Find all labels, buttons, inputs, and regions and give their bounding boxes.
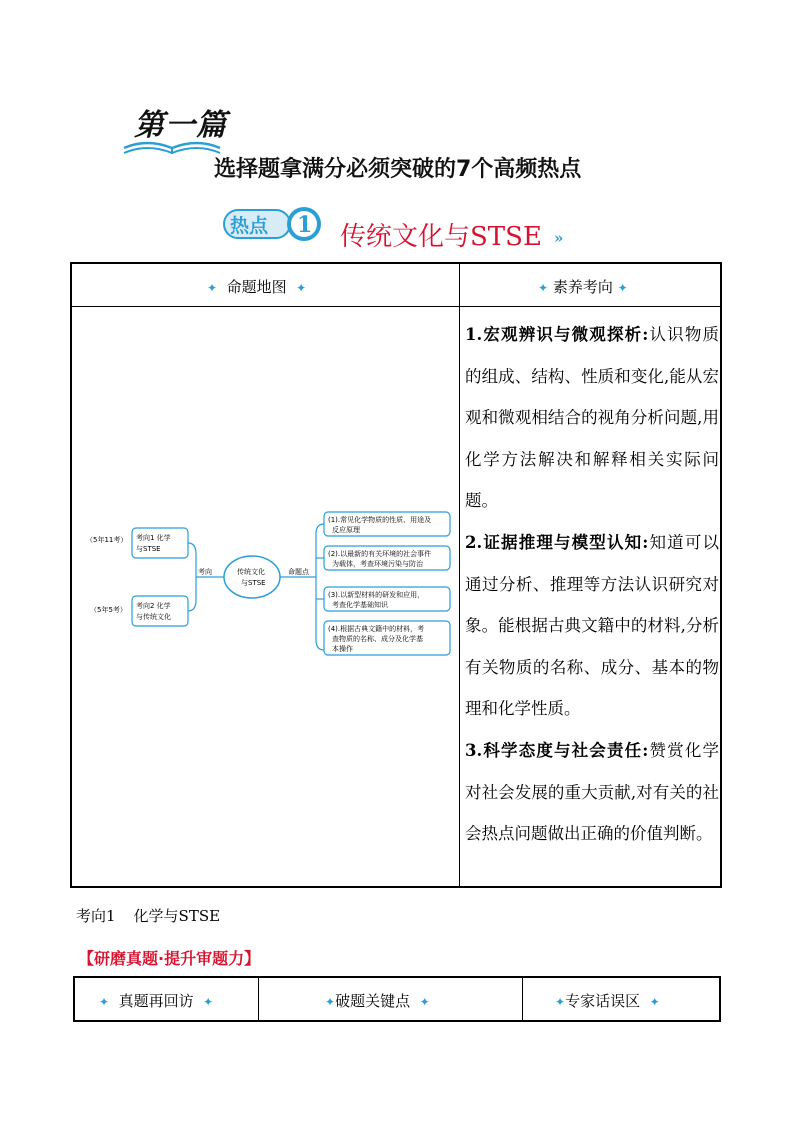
star-icon: ✦ <box>555 995 566 1009</box>
literacy-item-1: 1.宏观辨识与微观探析:认识物质的组成、结构、性质和变化,能从宏观和微观相结合的视角分析问题,用化学方法解决和解释相关实际问题。 <box>465 325 719 511</box>
table-header-literacy-label: 素养考向 <box>552 278 613 296</box>
proposition-node-4-line3: 本操作 <box>332 645 353 653</box>
direction-node-2 <box>132 596 188 626</box>
review-cell-2: ✦破题关键点 ✦ <box>325 992 430 1010</box>
literacy-item-2: 2.证据推理与模型认知:知道可以通过分析、推理等方法认识研究对象。能根据古典文籍中的材料,分析有关物质的名称、成分、基本的物理和化学性质。 <box>465 532 719 719</box>
star-icon: ✦ <box>207 281 218 295</box>
direction-node-1-line1: 考向1 化学 <box>136 534 171 542</box>
mind-map <box>80 504 460 684</box>
direction-node-2-line2: 与传统文化 <box>136 613 171 621</box>
left-label: 考向 <box>198 568 212 576</box>
star-icon: ✦ <box>325 995 336 1009</box>
hotspot-badge-number: 1 <box>297 212 313 238</box>
review-cell-3: ✦专家话误区 ✦ <box>555 992 660 1010</box>
book-decoration-icon <box>122 134 222 156</box>
part-subtitle: 选择题拿满分必须突破的7个高频热点 <box>214 157 582 182</box>
direction-heading: 考向1 化学与STSE <box>76 907 221 925</box>
star-icon: ✦ <box>617 281 628 295</box>
table-header-map <box>207 276 306 297</box>
double-arrow-icon: » <box>554 229 564 247</box>
star-icon: ✦ <box>203 995 214 1009</box>
review-cell-1: ✦ 真题再回访 ✦ <box>99 992 214 1010</box>
proposition-node-4-line1: (4).根据古典文籍中的材料，考 <box>328 625 425 633</box>
hotspot-badge-label: 热点 <box>230 215 269 237</box>
review-table-divider <box>522 978 523 1020</box>
center-node <box>224 556 280 598</box>
literacy-item-3: 3.科学态度与社会责任:赞赏化学对社会发展的重大贡献,对有关的社会热点问题做出正确的价值判断。 <box>465 740 719 844</box>
star-icon: ✦ <box>99 995 110 1009</box>
proposition-node-4-line2: 查物质的名称、成分及化学基 <box>332 635 423 643</box>
review-table <box>73 976 721 1022</box>
proposition-node-3-line2: 考查化学基础知识 <box>332 601 388 609</box>
right-label: 命题点 <box>288 568 309 576</box>
direction-node-1 <box>132 528 188 558</box>
review-table-divider <box>258 978 259 1020</box>
star-icon: ✦ <box>296 281 307 295</box>
proposition-node-1-line1: (1).常见化学物质的性质、用途及 <box>328 516 432 524</box>
count-label-2: （5年5考） <box>90 606 127 614</box>
star-icon: ✦ <box>419 995 430 1009</box>
literacy-content <box>465 314 719 855</box>
part-title: 第一篇 <box>134 108 227 143</box>
hotspot-title: 传统文化与STSE <box>340 222 542 252</box>
proposition-node-2-line1: (2).以最新的有关环境的社会事件 <box>328 550 432 558</box>
direction-node-2-line1: 考向2 化学 <box>136 602 171 610</box>
star-icon: ✦ <box>649 995 660 1009</box>
proposition-node-3-line1: (3).以新型材料的研发和应用， <box>328 591 425 599</box>
direction-node-1-line2: 与STSE <box>136 545 161 553</box>
center-node-line1: 传统文化 <box>237 568 265 576</box>
proposition-node-2-line2: 为载体，考查环境污染与防治 <box>332 560 423 568</box>
proposition-node-1-line2: 反应原理 <box>332 526 360 534</box>
table-header-literacy <box>538 276 628 297</box>
table-header-divider <box>72 306 720 307</box>
hotspot-table <box>70 262 722 888</box>
table-header-map-label: 命题地图 <box>226 278 287 296</box>
star-icon: ✦ <box>538 281 549 295</box>
count-label-1: （5年11考） <box>86 536 128 544</box>
center-node-line2: 与STSE <box>241 579 266 587</box>
hotspot-badge <box>222 204 332 244</box>
section-bracket-title: 【研磨真题·提升审题力】 <box>78 949 261 968</box>
